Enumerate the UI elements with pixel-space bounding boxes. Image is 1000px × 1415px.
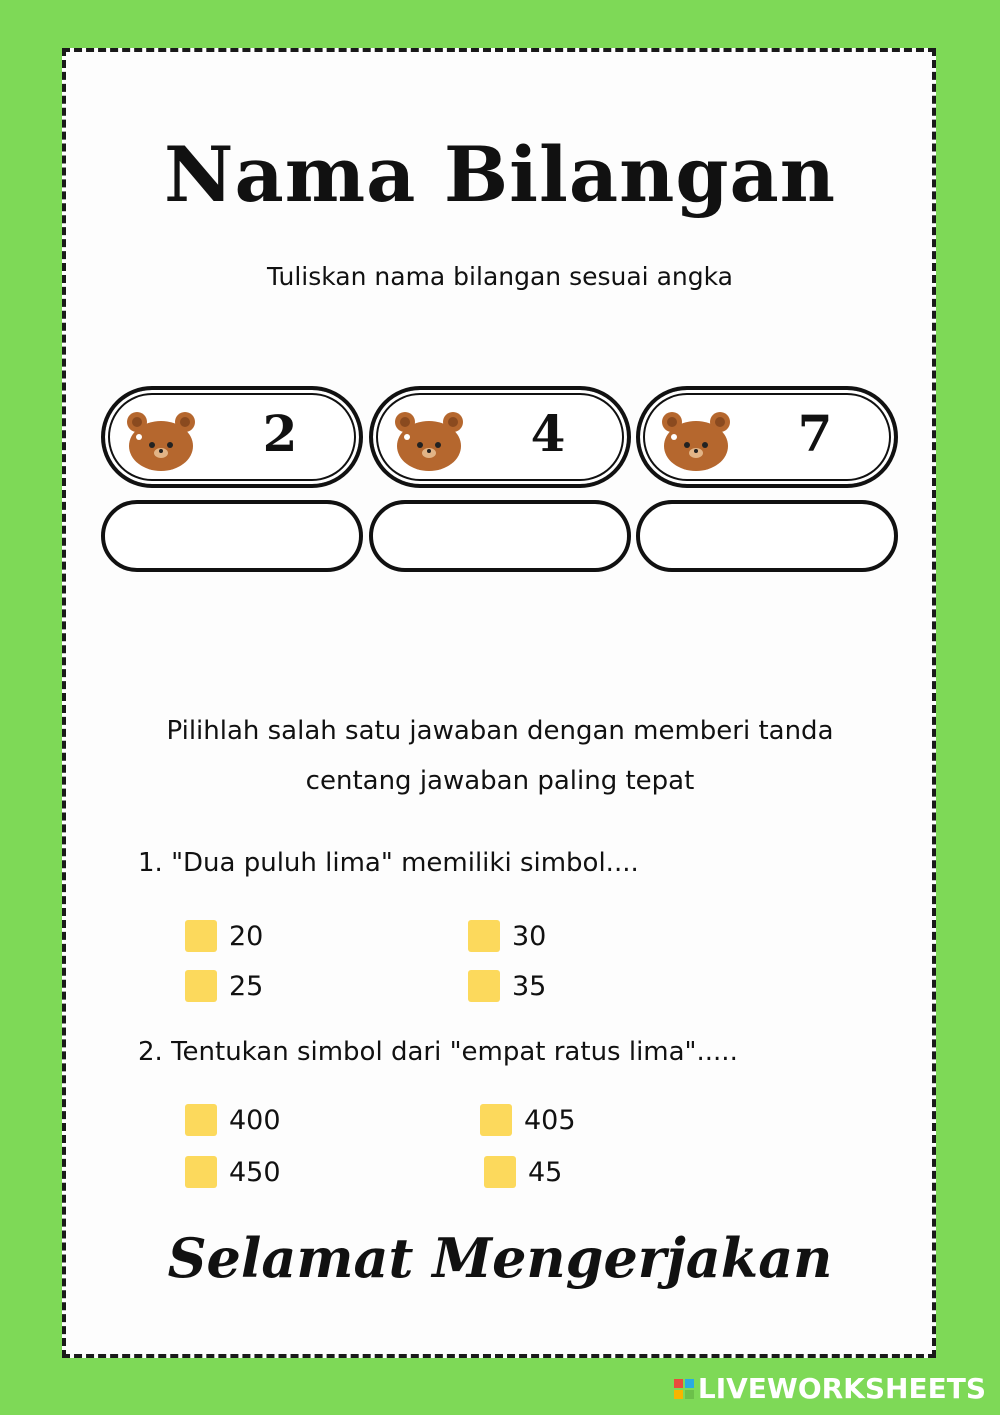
q2-option-405[interactable] xyxy=(480,1104,576,1136)
checkbox[interactable] xyxy=(468,970,500,1002)
number-card-3 xyxy=(636,386,898,488)
answer-box-1[interactable] xyxy=(101,500,363,572)
worksheet-title: Nama Bilangan xyxy=(164,130,836,219)
answer-box-2[interactable] xyxy=(369,500,631,572)
number-card-1 xyxy=(101,386,363,488)
option-label: 25 xyxy=(229,970,264,1002)
option-label: 450 xyxy=(229,1156,281,1188)
instruction-line-1: Pilihlah salah satu jawaban dengan memberi tanda xyxy=(166,716,834,746)
checkbox[interactable] xyxy=(185,1156,217,1188)
q2-option-45[interactable] xyxy=(484,1156,562,1188)
bear-face-icon xyxy=(125,410,197,472)
checkbox[interactable] xyxy=(484,1156,516,1188)
option-label: 30 xyxy=(512,920,547,952)
closing-message: Selamat Mengerjakan xyxy=(167,1226,833,1290)
bear-face-icon xyxy=(393,410,465,472)
checkbox[interactable] xyxy=(185,920,217,952)
checkbox[interactable] xyxy=(185,970,217,1002)
liveworksheets-logo-icon xyxy=(674,1379,694,1399)
option-label: 20 xyxy=(229,920,264,952)
question-2-text: 2. Tentukan simbol dari "empat ratus lima"..... xyxy=(138,1037,738,1067)
question-1-text: 1. "Dua puluh lima" memiliki simbol.... xyxy=(138,848,639,878)
checkbox[interactable] xyxy=(185,1104,217,1136)
option-label: 405 xyxy=(524,1104,576,1136)
instruction-text xyxy=(0,706,1000,806)
q1-option-20[interactable] xyxy=(185,920,263,952)
number-card-2 xyxy=(369,386,631,488)
bear-face-icon xyxy=(660,410,732,472)
q1-option-35[interactable] xyxy=(468,970,546,1002)
answer-box-3[interactable] xyxy=(636,500,898,572)
worksheet-subtitle: Tuliskan nama bilangan sesuai angka xyxy=(267,262,733,291)
checkbox[interactable] xyxy=(480,1104,512,1136)
checkbox[interactable] xyxy=(468,920,500,952)
number-value: 2 xyxy=(262,404,298,463)
option-label: 45 xyxy=(528,1156,563,1188)
q1-option-30[interactable] xyxy=(468,920,546,952)
option-label: 400 xyxy=(229,1104,281,1136)
q2-option-400[interactable] xyxy=(185,1104,281,1136)
brand-name: LIVEWORKSHEETS xyxy=(697,1372,986,1405)
q1-option-25[interactable] xyxy=(185,970,263,1002)
instruction-line-2: centang jawaban paling tepat xyxy=(305,766,695,796)
option-label: 35 xyxy=(512,970,547,1002)
liveworksheets-brand[interactable] xyxy=(674,1372,986,1405)
number-value: 7 xyxy=(797,404,833,463)
q2-option-450[interactable] xyxy=(185,1156,281,1188)
number-value: 4 xyxy=(530,404,566,463)
